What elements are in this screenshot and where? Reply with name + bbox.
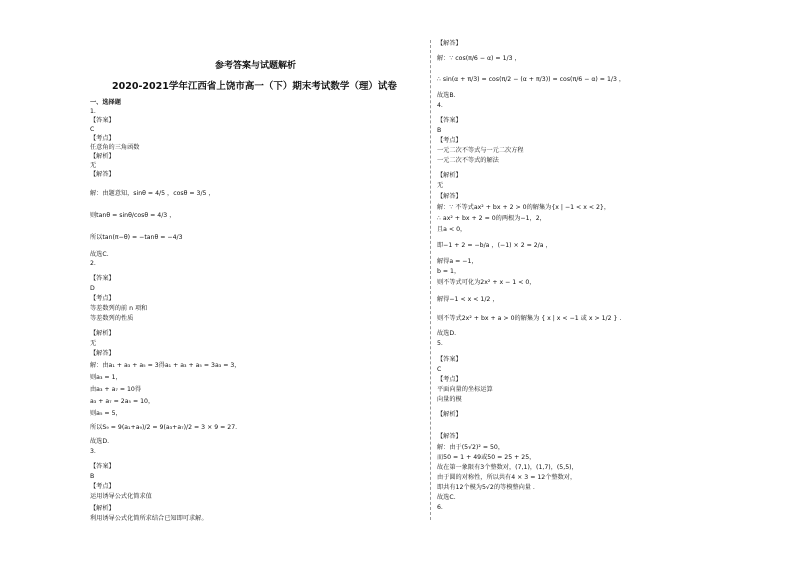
analysis-label: 【解析】 [90, 505, 115, 512]
solution-label: 【解答】 [437, 40, 462, 47]
solution-line: 即共有12个模为5√2的等模整向量 . [437, 484, 535, 491]
solution-line: 所以tan(π−θ) = −tanθ = −4/3 [90, 234, 183, 241]
topic-text: 运用诱导公式化简求值 [90, 493, 152, 500]
question-number: 1. [90, 108, 96, 115]
solution-line: 由于圆的对称性，所以共有4 × 3 = 12个整数对， [437, 474, 577, 481]
solution-line: 解得−1 < x < 1/2 ， [437, 296, 499, 303]
answer-label: 【答案】 [90, 117, 115, 124]
solution-line: 则a₃ = 1， [90, 374, 122, 381]
topic-text: 任意角的三角函数 [90, 144, 140, 151]
choice-line: 故选D. [437, 330, 457, 337]
solution-label: 【解答】 [90, 350, 115, 357]
choice-line: 故选D. [90, 438, 110, 445]
topic-label: 【考点】 [90, 483, 115, 490]
solution-line: 解：由于(5√2)² = 50， [437, 444, 505, 451]
analysis-label: 【解析】 [437, 172, 462, 179]
answer-value: C [90, 126, 95, 133]
answer-value: D [90, 285, 95, 292]
solution-line: 解：由a₁ + a₃ + a₅ = 3得a₁ + a₃ + a₅ = 3a₃ = 3， [90, 362, 241, 369]
analysis-text: 无 [437, 182, 444, 189]
answer-label: 【答案】 [90, 463, 115, 470]
solution-label: 【解答】 [437, 193, 462, 200]
document-title: 参考答案与试题解析 [215, 61, 297, 71]
solution-line: 即−1 + 2 = −b/a ，(−1) × 2 = 2/a ， [437, 242, 552, 249]
solution-line: 由a₃ + a₇ = 10得 [90, 386, 142, 393]
solution-line: a₃ + a₇ = 2a₅ = 10， [90, 398, 155, 405]
solution-line: ∴ sin(α + π/3) = cos(π/2 − (α + π/3)) = cos(π/6 − α) = 1/3 ， [437, 76, 626, 83]
answer-value: B [90, 473, 95, 480]
topic-label: 【考点】 [437, 376, 462, 383]
analysis-text: 无 [90, 340, 97, 347]
question-number: 4. [437, 102, 443, 109]
topic-text: 向量的模 [437, 396, 462, 403]
exam-title: 2020-2021学年江西省上饶市高一（下）期末考试数学（理）试卷 [112, 81, 397, 92]
solution-line: b = 1， [437, 268, 461, 275]
solution-line: 解：∵ 不等式ax² + bx + 2 > 0的解集为{x | −1 < x < 2}， [437, 204, 611, 211]
answer-value: C [437, 366, 442, 373]
topic-text: 平面向量的坐标运算 [437, 386, 493, 393]
topic-label: 【考点】 [90, 295, 115, 302]
answer-value: B [437, 127, 442, 134]
solution-line: 故在第一象限有3个整数对，(7,1)，(1,7)，(5,5)， [437, 464, 578, 471]
solution-line: 所以S₉ = 9(a₁+a₉)/2 = 9(a₃+a₇)/2 = 3 × 9 = 27. [90, 424, 238, 431]
topic-label: 【考点】 [437, 137, 462, 144]
choice-line: 故选B. [437, 92, 456, 99]
topic-text: 一元二次不等式与一元二次方程 [437, 147, 524, 154]
question-number: 3. [90, 448, 96, 455]
topic-label: 【考点】 [90, 135, 115, 142]
analysis-label: 【解析】 [90, 153, 115, 160]
choice-line: 故选C. [90, 251, 109, 258]
solution-line: 则tanθ = sinθ/cosθ = 4/3 ， [90, 212, 176, 219]
topic-text: 等差数列的性质 [90, 315, 134, 322]
column-divider [430, 40, 431, 520]
question-number: 6. [437, 504, 443, 511]
analysis-text: 利用诱导公式化简所求结合已知即可求解。 [90, 515, 208, 522]
solution-line: 解：由题意知，sinθ = 4/5 ，cosθ = 3/5 ， [90, 190, 215, 197]
solution-line: 解得a = −1， [437, 258, 478, 265]
solution-line: ∴ ax² + bx + 2 = 0的两根为−1，2， [437, 215, 546, 222]
topic-text: 一元二次不等式的解法 [437, 157, 499, 164]
solution-line: 而50 = 1 + 49或50 = 25 + 25， [437, 454, 536, 461]
solution-line: 则不等式可化为2x² + x − 1 < 0， [437, 279, 536, 286]
solution-line: 则不等式2x² + bx + a > 0的解集为 { x | x < −1 或 x > 1/2 } . [437, 315, 622, 322]
answer-label: 【答案】 [437, 356, 462, 363]
answer-label: 【答案】 [90, 275, 115, 282]
analysis-label: 【解析】 [90, 330, 115, 337]
solution-label: 【解答】 [90, 171, 115, 178]
answer-label: 【答案】 [437, 117, 462, 124]
question-number: 5. [437, 340, 443, 347]
question-number: 2. [90, 260, 96, 267]
solution-label: 【解答】 [437, 433, 462, 440]
topic-text: 等差数列的前 n 项和 [90, 305, 148, 312]
solution-line: 且a < 0， [437, 226, 467, 233]
solution-line: 则a₅ = 5， [90, 410, 122, 417]
analysis-text: 无 [90, 162, 97, 169]
section-heading: 一、选择题 [90, 99, 121, 106]
solution-line: 解：∵ cos(π/6 − α) = 1/3 ， [437, 55, 521, 62]
choice-line: 故选C. [437, 494, 456, 501]
analysis-label: 【解析】 [437, 411, 462, 418]
